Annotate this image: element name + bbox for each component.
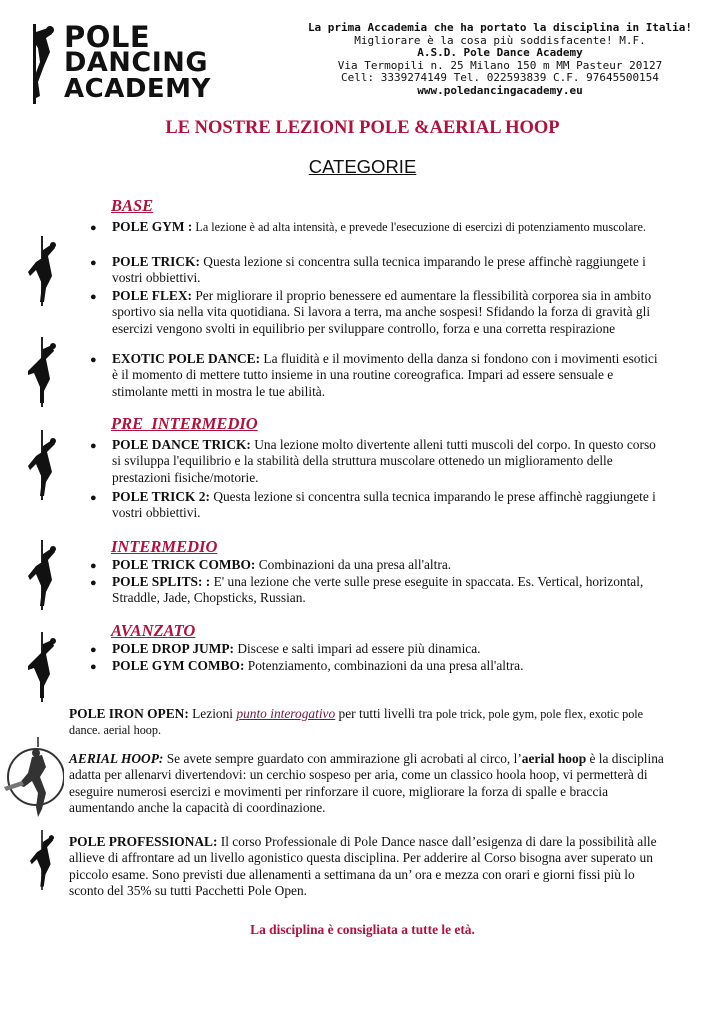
categories-heading: CATEGORIE (308, 156, 417, 177)
list-item: ● EXOTIC POLE DANCE: La fluidità e il movimento della danza si fondono con i movimenti esotici è il momento di mettere tutto insieme in una routine coreografica. Impari ad essere sensuale e stimolante metti in mostra le tue abilità. (90, 351, 658, 399)
list-item: ● POLE GYM : La lezione è ad alta intensità, e prevede l'esecuzione di esercizi di potenziamento muscolare. (90, 219, 646, 234)
aerial-hoop-icon (2, 737, 64, 821)
pole-dancer-icon (22, 337, 62, 407)
logo-line-3: ACADEMY (64, 74, 211, 104)
logo-line-2: DANCING (64, 47, 209, 78)
list-item: ● POLE SPLITS: : E' una lezione che verte sulle prese eseguite in spaccata. Es. Vertical, horizontal, Straddle, Jade, Chopsticks, Russian. (90, 574, 644, 606)
section-avanzato-heading: AVANZATO (111, 621, 196, 640)
section-pre-intermedio-heading: PRE INTERMEDIO (111, 414, 258, 433)
pole-dancer-logo-icon (26, 22, 66, 106)
logo-line-1: POLE (64, 20, 151, 54)
list-item: ● POLE GYM COMBO: Potenziamento, combinazioni da una presa all'altra. (90, 658, 524, 673)
academy-logo (26, 22, 231, 106)
section-intermedio-heading: INTERMEDIO (111, 537, 218, 556)
footer-note: La disciplina è consigliata a tutte le età. (250, 922, 475, 937)
header-website[interactable]: www.poledancingacademy.eu (417, 83, 583, 97)
header-info (300, 22, 700, 98)
list-item: ● POLE DROP JUMP: Discese e salti impari ad essere più dinamica. (90, 641, 481, 656)
pole-dancer-icon (22, 632, 62, 702)
header-address: Via Termopili n. 25 Milano 150 m MM Pasteur 20127 (337, 58, 663, 72)
professional-paragraph: POLE PROFESSIONAL: Il corso Professionale di Pole Dance nasce dall’esigenza di dare la possibilità alle allieve di affrontare ad un livello agonistico questa disciplina. Per adderire al Corso bisogna aver superato un piccolo esame. Sono previsti due allenamenti a settimana da un’ ora e mezza con orari e giorni fissi più lo sconto del 35% su tutti Pacchetti Pole Open. (69, 834, 657, 898)
iron-open-paragraph: POLE IRON OPEN: Lezioni punto interogativo per tutti livelli tra pole trick, pole gym, pole flex, exotic pole dance. aerial hoop. (69, 706, 644, 738)
header-association: A.S.D. Pole Dance Academy (417, 46, 583, 60)
list-item: ● POLE FLEX: Per migliorare il proprio benessere ed aumentare la flessibilità corporea sia in ambito sportivo sia nella vita quotidiana. Si lavora a terra, ma anche sospesi! Sfidando la forza di gravità gli esercizi vengono svolti in equilibrio per sviluppare controllo, forza e una corretta respirazione (90, 288, 652, 336)
header-tagline: La prima Accademia che ha portato la disciplina in Italia! (307, 21, 693, 34)
header-motto: Migliorare è la cosa più soddisfacente! M.F. (354, 33, 646, 47)
pole-dancer-icon (22, 540, 62, 610)
list-item: ● POLE TRICK 2: Questa lezione si concentra sulla tecnica imparando le prese affinchè raggiungete i vostri obbiettivi. (90, 489, 656, 521)
list-item: ● POLE TRICK COMBO: Combinazioni da una presa all'altra. (90, 557, 452, 572)
punto-interogativo-link[interactable]: punto interogativo (236, 706, 336, 721)
list-item: ● POLE TRICK: Questa lezione si concentra sulla tecnica imparando le prese affinchè raggiungete i vostri obbiettivi. (90, 254, 646, 286)
pole-dancer-icon (22, 830, 62, 890)
pole-dancer-icon (22, 430, 62, 500)
aerial-hoop-paragraph: AERIAL HOOP: Se avete sempre guardato con ammirazione gli acrobati al circo, l’aerial hoop è la disciplina adatta per allenarvi divertendovi: un cerchio sospeso per aria, come un classico hoola hoop, vi permetterà di eseguire numerosi esercizi e movimenti per rinforzare il cuore, migliorare la forza di spalle e braccia aumentando anche la capacità di coordinazione. (69, 751, 664, 815)
section-base-heading: BASE (111, 196, 154, 215)
page-title: LE NOSTRE LEZIONI POLE &AERIAL HOOP (165, 118, 560, 138)
header-contacts: Cell: 3339274149 Tel. 022593839 C.F. 97645500154 (341, 71, 659, 85)
pole-dancer-icon (22, 236, 62, 306)
list-item: ● POLE DANCE TRICK: Una lezione molto divertente alleni tutti muscoli del corpo. In questo corso si sviluppa l'equilibrio e la stabilità della struttura muscolare ottenedo un miglioramento delle prestazioni fisiche/motorie. (90, 437, 656, 485)
